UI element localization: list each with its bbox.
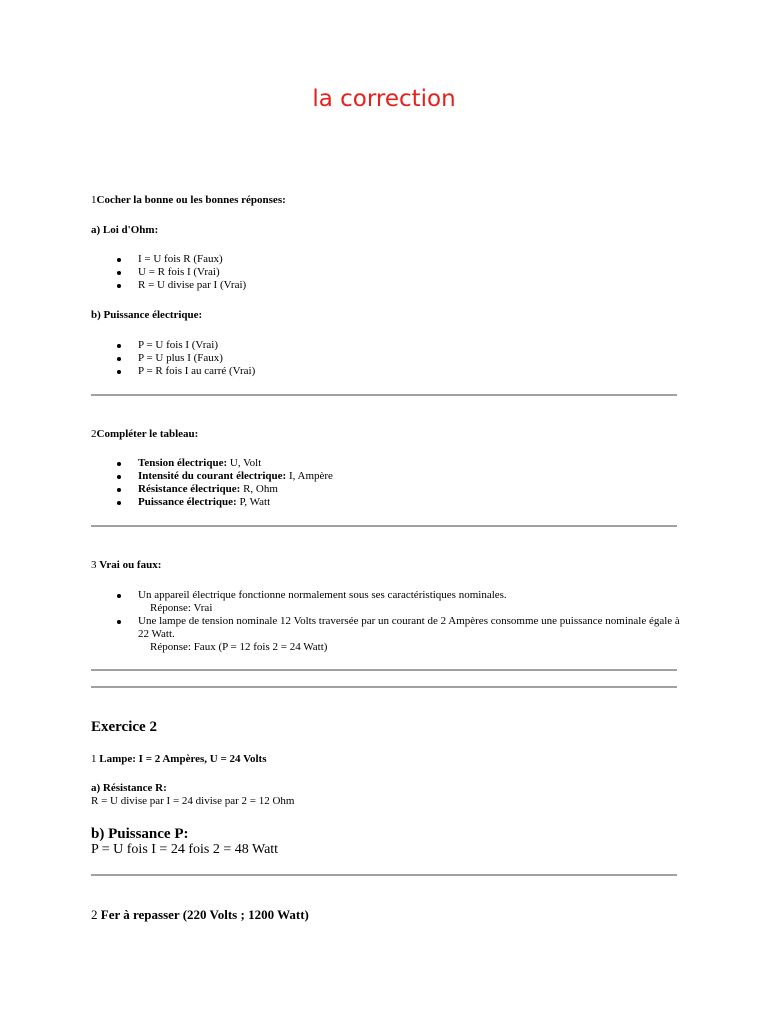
puissance-p-text: P = U fois I = 24 fois 2 = 48 Watt (91, 842, 279, 857)
section1-a-label (91, 224, 158, 237)
term: Tension électrique: (138, 457, 228, 469)
term-value: R, Ohm (240, 483, 278, 495)
term-value: P, Watt (236, 496, 271, 508)
section1-title: Cocher la bonne ou les bonnes réponses: (96, 194, 286, 206)
list-item: I = U fois R (Faux) (91, 253, 681, 266)
list-item: P = U fois I (Vrai) (91, 339, 681, 352)
section2-title: Compléter le tableau: (96, 428, 199, 440)
tableau-list (91, 457, 681, 509)
puissance-list (91, 339, 681, 378)
list-item (91, 483, 681, 496)
section1-number: 1 (91, 194, 97, 206)
response: Réponse: Vrai (150, 602, 213, 614)
list-item (91, 589, 681, 615)
vrai-faux-list (91, 589, 681, 654)
puissance-p-label: b) Puissance P: (91, 826, 189, 842)
divider (91, 874, 677, 876)
exercice2-part2 (91, 907, 309, 923)
part-number: 1 (91, 753, 100, 765)
loi-ohm-list (91, 253, 681, 292)
divider (91, 525, 677, 527)
exercice2-part1 (91, 753, 267, 766)
resistance-heading: a) Résistance R: (91, 782, 167, 794)
statement: Un appareil électrique fonctionne normalement sous ses caractéristiques nominales. (138, 589, 507, 601)
list-item: U = R fois I (Vrai) (91, 266, 681, 279)
exercice2-heading: Exercice 2 (91, 719, 157, 735)
part-label: Lampe: I = 2 Ampères, U = 24 Volts (99, 753, 267, 765)
list-item: P = U plus I (Faux) (91, 352, 681, 365)
list-item: R = U divise par I (Vrai) (91, 279, 681, 292)
list-item (91, 615, 681, 654)
term: Intensité du courant électrique: (138, 470, 287, 482)
section3-heading (91, 559, 161, 572)
list-item (91, 470, 681, 483)
statement: Une lampe de tension nominale 12 Volts traversée par un courant de 2 Ampères consomme une puissance nominale égale à 22 Watt. (138, 615, 680, 640)
section3-number: 3 (91, 559, 100, 571)
resistance-text: R = U divise par I = 24 divise par 2 = 12 Ohm (91, 795, 295, 807)
response: Réponse: Faux (P = 12 fois 2 = 24 Watt) (150, 641, 328, 653)
term: Puissance électrique: (138, 496, 237, 508)
list-item (91, 496, 681, 509)
part-number: 2 (91, 907, 101, 922)
divider (91, 669, 677, 671)
section1-b-label (91, 309, 202, 322)
section1-heading (91, 194, 286, 207)
section3-title: Vrai ou faux: (99, 559, 162, 571)
term-value: I, Ampère (286, 470, 333, 482)
term: Résistance électrique: (138, 483, 241, 495)
list-item (91, 457, 681, 470)
term-value: U, Volt (227, 457, 262, 469)
divider (91, 686, 677, 688)
divider (91, 394, 677, 396)
puissance-label: b) Puissance électrique: (91, 309, 203, 321)
list-item: P = R fois I au carré (Vrai) (91, 365, 681, 378)
part-label: Fer à repasser (220 Volts ; 1200 Watt) (100, 907, 309, 922)
resistance-label (91, 782, 167, 795)
loi-ohm-label: a) Loi d'Ohm: (91, 224, 159, 236)
section2-number: 2 (91, 428, 97, 440)
page-title: la correction (312, 86, 456, 112)
section2-heading (91, 428, 198, 441)
